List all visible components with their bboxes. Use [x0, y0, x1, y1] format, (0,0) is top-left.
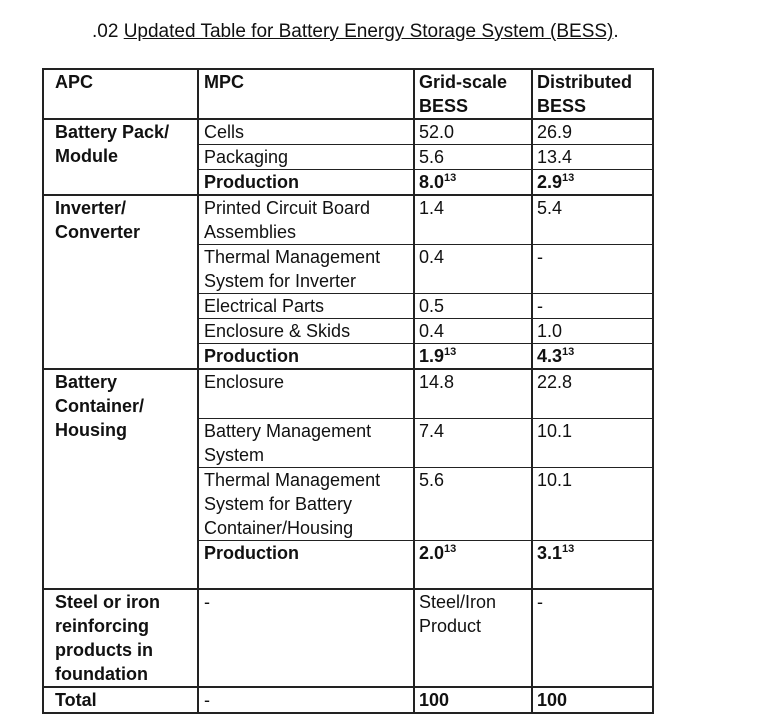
dist-value: 10.1: [532, 467, 653, 540]
grid-value: 14.8: [414, 369, 532, 418]
dist-value: 10.1: [532, 418, 653, 467]
dist-value: $3.1^{13}$: [532, 540, 653, 589]
mpc-cell: Printed Circuit Board Assemblies: [198, 195, 414, 245]
dist-value: 22.8: [532, 369, 653, 418]
header-mpc: MPC: [198, 69, 414, 119]
apc-inverter: Inverter/ Converter: [43, 195, 198, 369]
grid-value: 0.4: [414, 319, 532, 344]
grid-value: $2.0^{13}$: [414, 540, 532, 589]
mpc-cell: Battery Management System: [198, 418, 414, 467]
dist-value: 26.9: [532, 119, 653, 145]
title-period: .: [613, 21, 619, 42]
dist-value: -: [532, 294, 653, 319]
grid-value: 5.6: [414, 145, 532, 170]
bess-table: [42, 68, 654, 714]
mpc-cell: Enclosure: [198, 369, 414, 418]
mpc-cell: Enclosure & Skids: [198, 319, 414, 344]
section-title: Updated Table for Battery Energy Storage System (BESS): [123, 21, 614, 42]
apc-container: Battery Container/ Housing: [43, 369, 198, 589]
mpc-cell: Cells: [198, 119, 414, 145]
table-row: [43, 369, 653, 418]
grid-value: 0.4: [414, 245, 532, 294]
dist-value: -: [532, 245, 653, 294]
table-row: [43, 119, 653, 145]
dist-value: $2.9^{13}$: [532, 170, 653, 196]
header-apc: APC: [43, 69, 198, 119]
table-row: [43, 195, 653, 245]
mpc-cell: Production: [198, 344, 414, 370]
total-row: [43, 687, 653, 713]
table-row: [43, 589, 653, 687]
grid-value: 52.0: [414, 119, 532, 145]
mpc-cell: Thermal Management System for Inverter: [198, 245, 414, 294]
dist-value: -: [532, 589, 653, 687]
mpc-cell: Production: [198, 540, 414, 589]
grid-value: 1.4: [414, 195, 532, 245]
mpc-cell: -: [198, 589, 414, 687]
header-distributed: Distributed BESS: [532, 69, 653, 119]
mpc-cell: Production: [198, 170, 414, 196]
grid-value: 100: [414, 687, 532, 713]
dist-value: $4.3^{13}$: [532, 344, 653, 370]
section-number: .02: [92, 21, 124, 42]
grid-value: $8.0^{13}$: [414, 170, 532, 196]
dist-value: 5.4: [532, 195, 653, 245]
grid-value: 5.6: [414, 467, 532, 540]
mpc-cell: -: [198, 687, 414, 713]
mpc-cell: Packaging: [198, 145, 414, 170]
grid-value: Steel/Iron Product: [414, 589, 532, 687]
apc-steel: Steel or iron reinforcing products in foundation: [43, 589, 198, 687]
section-heading: [92, 21, 619, 43]
header-row: [43, 69, 653, 119]
dist-value: 13.4: [532, 145, 653, 170]
header-grid-scale: Grid-scale BESS: [414, 69, 532, 119]
apc-battery-pack: Battery Pack/ Module: [43, 119, 198, 195]
apc-total: Total: [43, 687, 198, 713]
dist-value: 1.0: [532, 319, 653, 344]
grid-value: $1.9^{13}$: [414, 344, 532, 370]
mpc-cell: Electrical Parts: [198, 294, 414, 319]
grid-value: 0.5: [414, 294, 532, 319]
mpc-cell: Thermal Management System for Battery Container/Housing: [198, 467, 414, 540]
dist-value: 100: [532, 687, 653, 713]
grid-value: 7.4: [414, 418, 532, 467]
